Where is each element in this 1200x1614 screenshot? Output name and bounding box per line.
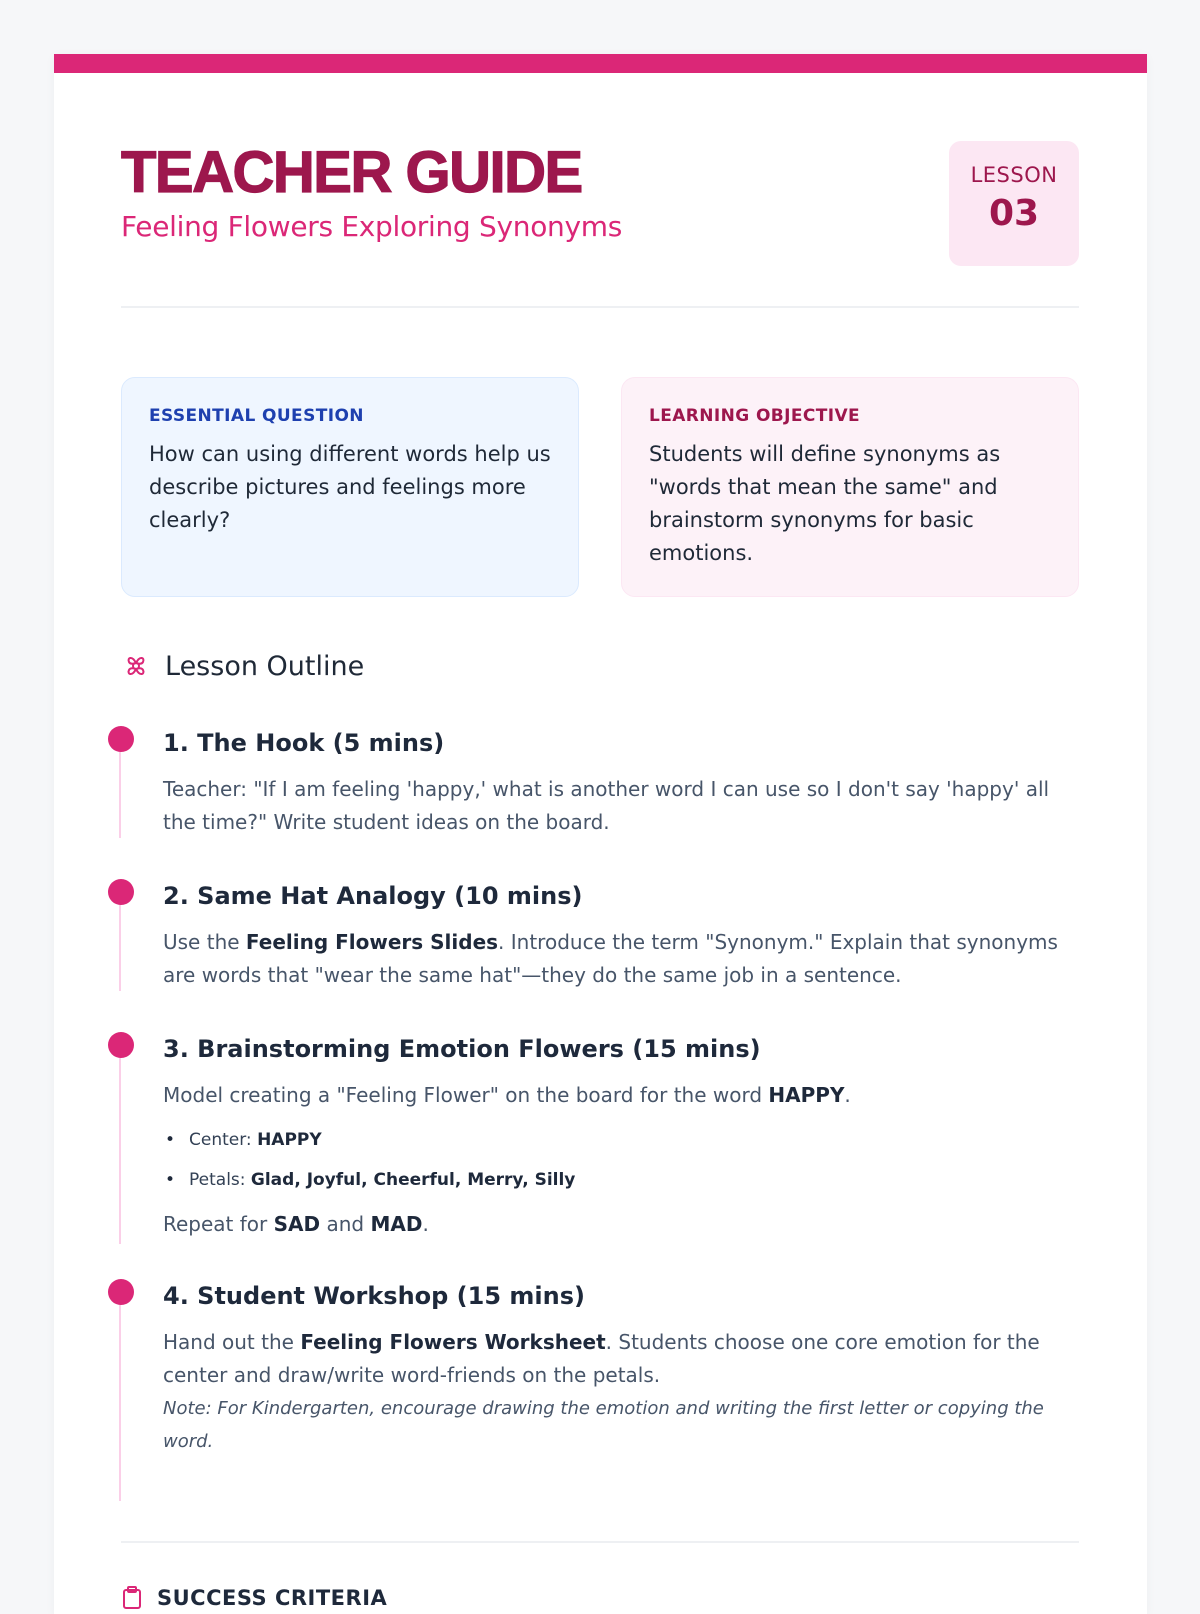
step-title: 3. Brainstorming Emotion Flowers (15 mins) — [163, 1035, 761, 1063]
timeline-dot — [108, 879, 134, 905]
step-body: Hand out the Feeling Flowers Worksheet. Students choose one core emotion for the center and draw/write word-friends on the petals. Note: For Kindergarten, encourage drawing the emotion and writing the first letter or copying the word. — [163, 1326, 1083, 1458]
lesson-badge — [949, 141, 1079, 266]
section-divider — [121, 1541, 1079, 1543]
step-title: 1. The Hook (5 mins) — [163, 729, 445, 757]
timeline-dot — [108, 726, 134, 752]
lesson-label: LESSON — [970, 163, 1058, 187]
learning-objective-card — [621, 377, 1079, 597]
list-item: • Petals: Glad, Joyful, Cheerful, Merry, Silly — [189, 1160, 1083, 1200]
step-body: Teacher: "If I am feeling 'happy,' what is another word I can use so I don't say 'happy' all the time?" Write student ideas on the board. — [163, 777, 1050, 834]
step-title: 2. Same Hat Analogy (10 mins) — [163, 882, 583, 910]
lesson-outline-title: Lesson Outline — [165, 650, 365, 682]
header-divider — [121, 306, 1079, 308]
page-subtitle: Feeling Flowers Exploring Synonyms — [121, 210, 623, 243]
clipboard-icon — [121, 1586, 143, 1610]
learning-objective-heading: LEARNING OBJECTIVE — [649, 406, 861, 426]
kindergarten-note: Note: For Kindergarten, encourage drawing the emotion and writing the first letter or copying the word. — [163, 1398, 1044, 1452]
success-criteria-title: SUCCESS CRITERIA — [157, 1586, 388, 1610]
timeline-dot — [108, 1279, 134, 1305]
page-title: TEACHER GUIDE — [121, 140, 582, 205]
timeline-line — [119, 891, 121, 991]
teacher-guide-page — [54, 54, 1147, 1614]
step-body: Model creating a "Feeling Flower" on the board for the word HAPPY. • Center: HAPPY • Petals: Glad, Joyful, Cheerful, Merry, Silly Repeat for SAD and MAD. — [163, 1079, 1083, 1241]
essential-question-text: How can using different words help us describe pictures and feelings more clearly? — [149, 442, 551, 532]
repeat-instruction: Repeat for SAD and MAD. — [163, 1212, 429, 1236]
essential-question-heading: ESSENTIAL QUESTION — [149, 406, 364, 426]
flower-icon — [121, 651, 151, 681]
success-criteria-heading — [121, 1586, 387, 1610]
learning-objective-text: Students will define synonyms as "words that mean the same" and brainstorm synonyms for basic emotions. — [649, 442, 1001, 565]
lesson-outline-heading — [121, 648, 364, 684]
essential-question-card — [121, 377, 579, 597]
step-title: 4. Student Workshop (15 mins) — [163, 1282, 585, 1310]
timeline-line — [119, 1291, 121, 1501]
timeline-line — [119, 1044, 121, 1244]
timeline-dot — [108, 1032, 134, 1058]
timeline-line — [119, 738, 121, 838]
worksheet-resource-name: Feeling Flowers Worksheet — [300, 1330, 606, 1354]
flower-example-list — [163, 1120, 1083, 1200]
list-item: • Center: HAPPY — [189, 1120, 1083, 1160]
accent-top-bar — [54, 54, 1147, 73]
slides-resource-name: Feeling Flowers Slides — [245, 930, 499, 954]
lesson-number: 03 — [988, 193, 1040, 234]
step-body: Use the Feeling Flowers Slides. Introduce the term "Synonym." Explain that synonyms are words that "wear the same hat"—they do the same job in a sentence. — [163, 930, 1058, 987]
